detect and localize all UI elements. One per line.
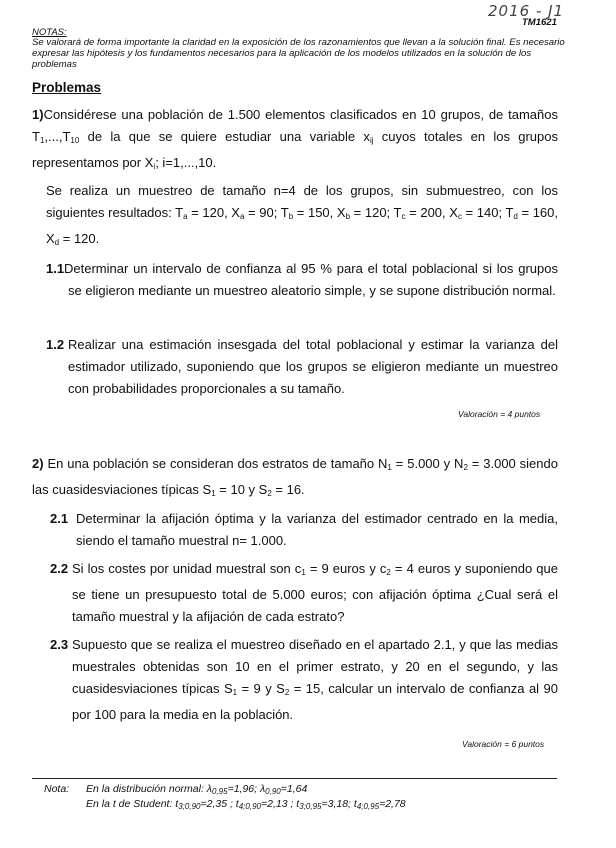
- problem-1-intro: 1)Considérese una población de 1.500 elementos clasificados en 10 grupos, de tamaños $T_1,...,T_{10}$ de la que se quiere estudiar una variable $x_{ij}$ cuyos totales en los grupos representamos por $X_i$; i=1,...,10.: [32, 107, 558, 171]
- question-2-1-number: 2.1: [50, 511, 69, 526]
- problem-1-sample: Se realiza un muestreo de tamaño n=4 de los grupos, sin submuestreo, con los siguientes resultados: $T_a = 120$, $X_a = 90$; $T_b = 150$, $X_b = 120$; $T_c = 200$, $X_c = 140$; $T_d = 160$, $X_d = 120$.: [46, 183, 558, 247]
- problem-2-valoracion: Valoración = 6 puntos: [462, 739, 545, 749]
- question-1-2-number: 1.2: [46, 337, 65, 352]
- question-1-1: Determinar un intervalo de confianza al 95 % para el total poblacional si los grupos se eligieron mediante un muestreo aleatorio simple, y se supone distribución normal.: [64, 261, 558, 298]
- notas-text: Se valorará de forma importante la claridad en la exposición de los razonamientos que llevan a la solución final. Es necesario expresar las hipótesis y los fundamentos necesarios para la aplicación de los modelos utilizados en la solución de los problemas: [32, 37, 565, 70]
- notas-title: NOTAS:: [32, 27, 67, 38]
- question-2-1: Determinar la afijación óptima y la varianza del estimador centrado en la media, siendo el tamaño muestral n= 1.000.: [76, 511, 558, 548]
- question-2-3-number: 2.3: [50, 637, 69, 652]
- problem-1-valoracion: Valoración = 4 puntos: [458, 409, 541, 419]
- question-1-2: Realizar una estimación insesgada del total poblacional y estimar la varianza del estimador utilizado, suponiendo que los grupos se eligieron mediante un muestreo con probabilidades proporcionales a su tamaño.: [68, 337, 558, 396]
- footer-divider: [32, 778, 557, 779]
- question-2-2-number: 2.2: [50, 561, 69, 576]
- nota-student: En la t de Student: $t_{3;0,90}=2,35$ ; $t_{4;0,90}=2,13$ ; $t_{3;0,95}=3,18$; $t_{4;0,95}=2,78$: [86, 798, 406, 811]
- nota-label: Nota:: [44, 783, 70, 795]
- problem-1-number: 1): [32, 107, 44, 122]
- question-1-1-number: 1.1: [46, 261, 65, 276]
- section-title: Problemas: [32, 80, 102, 95]
- problem-2-number: 2): [32, 456, 44, 471]
- question-2-2: Si los costes por unidad muestral son $c_1 = 9$ euros y $c_2 = 4$ euros y suponiendo que se tiene un presupuesto total de 5.000 euros; con afijación óptima ¿Cual será el tamaño muestral y la afijación de cada estrato?: [72, 561, 558, 624]
- handwritten-annotation: 2016 - J1: [488, 2, 565, 20]
- document-code: TM1621: [522, 17, 557, 28]
- nota-normal: En la distribución normal: $\lambda_{0,95}=1,96$; $\lambda_{0,90}=1,64$: [86, 783, 308, 796]
- problem-2-intro: 2) En una población se consideran dos estratos de tamaño $N_1 = 5.000$ y $N_2 = 3.000$ siendo las cuasidesviaciones típicas $S_1 = 10$ y $S_2 = 16$.: [32, 456, 558, 498]
- question-2-3: Supuesto que se realiza el muestreo diseñado en el apartado 2.1, y que las medias muestrales obtenidas son 10 en el primer estrato, y 20 en el segundo, y las cuasidesviaciones típicas $S_1 = 9$ y $S_2 = 15$, calcular un intervalo de confianza al 90 por 100 para la media en la población.: [72, 637, 558, 722]
